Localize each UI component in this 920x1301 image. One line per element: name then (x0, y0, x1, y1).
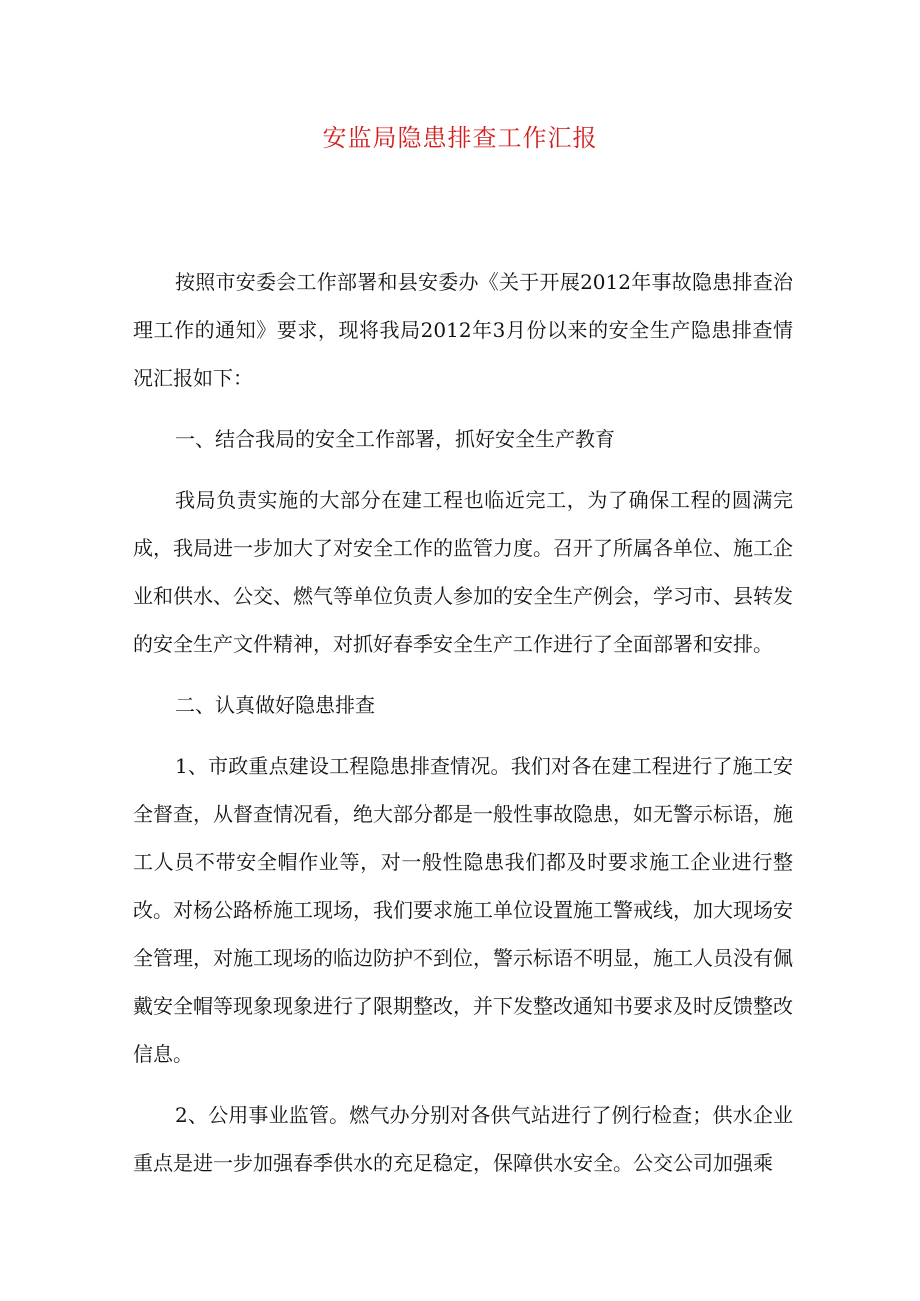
paragraph-item-1: 1、市政重点建设工程隐患排查情况。我们对各在建工程进行了施工安全督查，从督查情况看，绝大部分都是一般性事故隐患，如无警示标语，施工人员不带安全帽作业等，对一般性隐患我们都及时要求施工企业进行整改。对杨公路桥施工现场，我们要求施工单位设置施工警戒线，加大现场安全管理，对施工现场的临边防护不到位，警示标语不明显，施工人员没有佩戴安全帽等现象现象进行了限期整改，并下发整改通知书要求及时反馈整改信息。 (133, 754, 793, 1066)
section-heading-1: 一、结合我局的安全工作部署，抓好安全生产教育 (175, 427, 615, 451)
section-heading-2: 二、认真做好隐患排查 (175, 693, 375, 717)
paragraph-section-1: 我局负责实施的大部分在建工程也临近完工，为了确保工程的圆满完成，我局进一步加大了对安全工作的监管力度。召开了所属各单位、施工企业和供水、公交、燃气等单位负责人参加的安全生产例会，学习市、县转发的安全生产文件精神，对抓好春季安全生产工作进行了全面部署和安排。 (133, 488, 793, 656)
document-body (133, 258, 793, 1200)
paragraph-item-2: 2、公用事业监管。燃气办分别对各供气站进行了例行检查；供水企业重点是进一步加强春季供水的充足稳定，保障供水安全。公交公司加强乘 (133, 1103, 793, 1175)
paragraph-intro: 按照市安委会工作部署和县安委办《关于开展2012年事故隐患排查治理工作的通知》要求，现将我局2012年3月份以来的安全生产隐患排查情况汇报如下： (133, 270, 793, 390)
page-title: 安监局隐患排查工作汇报 (322, 124, 598, 152)
